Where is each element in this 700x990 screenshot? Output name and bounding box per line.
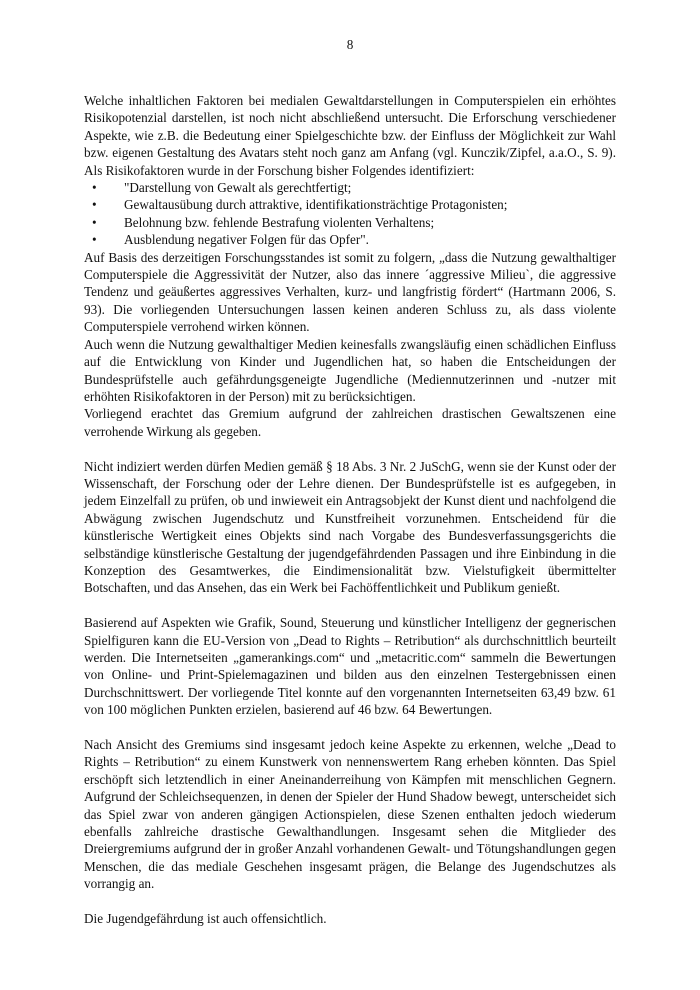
risk-factor-list (84, 179, 616, 249)
document-body (84, 92, 616, 927)
paragraph-obvious-endangerment: Die Jugendgefährdung ist auch offensichtlich. (84, 911, 327, 927)
bullet-icon: • (92, 197, 97, 213)
paragraph-gap (84, 440, 616, 457)
bullet-icon: • (92, 214, 97, 230)
paragraph-gap (84, 893, 616, 910)
paragraph-art-exemption: Nicht indiziert werden dürfen Medien gemäß § 18 Abs. 3 Nr. 2 JuSchG, wenn sie der Kunst oder der Wissenschaft, der Forschung oder der Lehre dienen. Der Bundesprüfstelle ist es aufgegeben, in jedem Einzelfall zu prüfen, ob und inwieweit ein Antragsobjekt der Kunst dient und nachfolgend die Abwägung zwischen Jugendschutz und Kunstfreiheit vorzunehmen. Entscheidend für die künstlerische Wertigkeit eines Objekts sind nach Vorgabe des Bundesverfassungsgerichts die selbständige künstlerische Gestaltung der jugendgefährdenden Passagen und ihre Einbindung in die Konzeption des Gesamtwerkes, die Eindimensionalität bzw. Vielstufigkeit übermittelter Botschaften, und das Ansehen, das ein Werk bei Fachöffentlichkeit und Publikum genießt. (84, 458, 616, 596)
paragraph-game-ratings: Basierend auf Aspekten wie Grafik, Sound, Steuerung und künstlicher Intelligenz der gegnerischen Spielfiguren kann die EU-Version von „Dead to Rights – Retribution“ als durchschnittlich beurteilt werden. Die Internetseiten „gamerankings.com“ und „metacritic.com“ sammeln die Bewertungen von Online- und Print-Spielemagazinen und bilden aus den einzelnen Testergebnissen einen Durchschnittswert. Der vorliegende Titel konnte auf den vorgenannten Internetseiten 63,49 bzw. 61 von 100 möglichen Punkten erzielen, basierend auf 46 bzw. 64 Bewertungen. (84, 615, 616, 718)
paragraph-vulnerable-youth: Auch wenn die Nutzung gewalthaltiger Medien keinesfalls zwangsläufig einen schädlichen Einfluss auf die Entwicklung von Kinder und Jugendlichen hat, so haben die Entscheidungen der Bundesprüfstelle auch gefährdungsgeneigte Jugendliche (Mediennutzerinnen und -nutzer mit erhöhten Risikofaktoren in der Person) mit zu berücksichtigen. (84, 336, 616, 404)
list-item-text: "Darstellung von Gewalt als gerechtfertigt; (124, 180, 352, 196)
list-item (84, 179, 616, 196)
list-item-text: Belohnung bzw. fehlende Bestrafung violenten Verhaltens; (124, 214, 435, 230)
bullet-icon: • (92, 180, 97, 196)
page-number: 8 (346, 37, 354, 52)
list-item (84, 196, 616, 213)
bullet-icon: • (92, 232, 97, 248)
paragraph-brutalizing-effect: Vorliegend erachtet das Gremium aufgrund der zahlreichen drastischen Gewaltszenen eine verrohende Wirkung als gegeben. (84, 406, 616, 439)
paragraph-research-conclusion: Auf Basis des derzeitigen Forschungsstandes ist somit zu folgern, „dass die Nutzung gewalthaltiger Computerspiele die Aggressivität der Nutzer, also das innere ´aggressive Milieu`, die aggressive Tendenz und geäußertes aggressives Verhalten, kurz- und langfristig fördert“ (Hartmann 2006, S. 93). Die vorliegenden Untersuchungen lassen keinen anderen Schluss zu, als dass violente Computerspiele verrohend wirken können. (84, 249, 616, 335)
paragraph-gap (84, 597, 616, 614)
paragraph-risk-factors-intro: Welche inhaltlichen Faktoren bei medialen Gewaltdarstellungen in Computerspielen ein erhöhtes Risikopotenzial darstellen, ist noch nicht abschließend untersucht. Die Erforschung verschiedener Aspekte, wie z.B. die Bedeutung einer Spielgeschichte bzw. der Einfluss der Möglichkeit zur Wahl bzw. eigenen Gestaltung des Avatars steht noch ganz am Anfang (vgl. Kunczik/Zipfel, a.a.O., S. 9). Als Risikofaktoren wurde in der Forschung bisher Folgendes identifiziert: (84, 93, 616, 178)
list-item-text: Gewaltausübung durch attraktive, identifikationsträchtige Protagonisten; (124, 197, 508, 213)
list-item-text: Ausblendung negativer Folgen für das Opfer". (124, 232, 369, 248)
paragraph-committee-opinion: Nach Ansicht des Gremiums sind insgesamt jedoch keine Aspekte zu erkennen, welche „Dead to Rights – Retribution“ zu einem Kunstwerk von nennenswertem Rang erheben könnten. Das Spiel erschöpft sich letztendlich in einer Aneinanderreihung von Kämpfen mit menschlichen Gegnern. Aufgrund der Schleichsequenzen, in denen der Spieler der Hund Shadow bewegt, unterscheidet sich das Spiel zwar von anderen gängigen Actionspielen, diese Szenen enthalten jedoch wiederum ebenfalls zahlreiche drastische Gewalthandlungen. Insgesamt sehen die Mitglieder des Dreiergremiums aufgrund der in großer Anzahl vorhandenen Gewalt- und Tötungshandlungen gegen Menschen, die das mediale Geschehen insgesamt prägen, die Belange des Jugendschutzes als vorrangig an. (84, 736, 616, 892)
paragraph-gap (84, 719, 616, 736)
list-item (84, 231, 616, 248)
list-item (84, 214, 616, 231)
